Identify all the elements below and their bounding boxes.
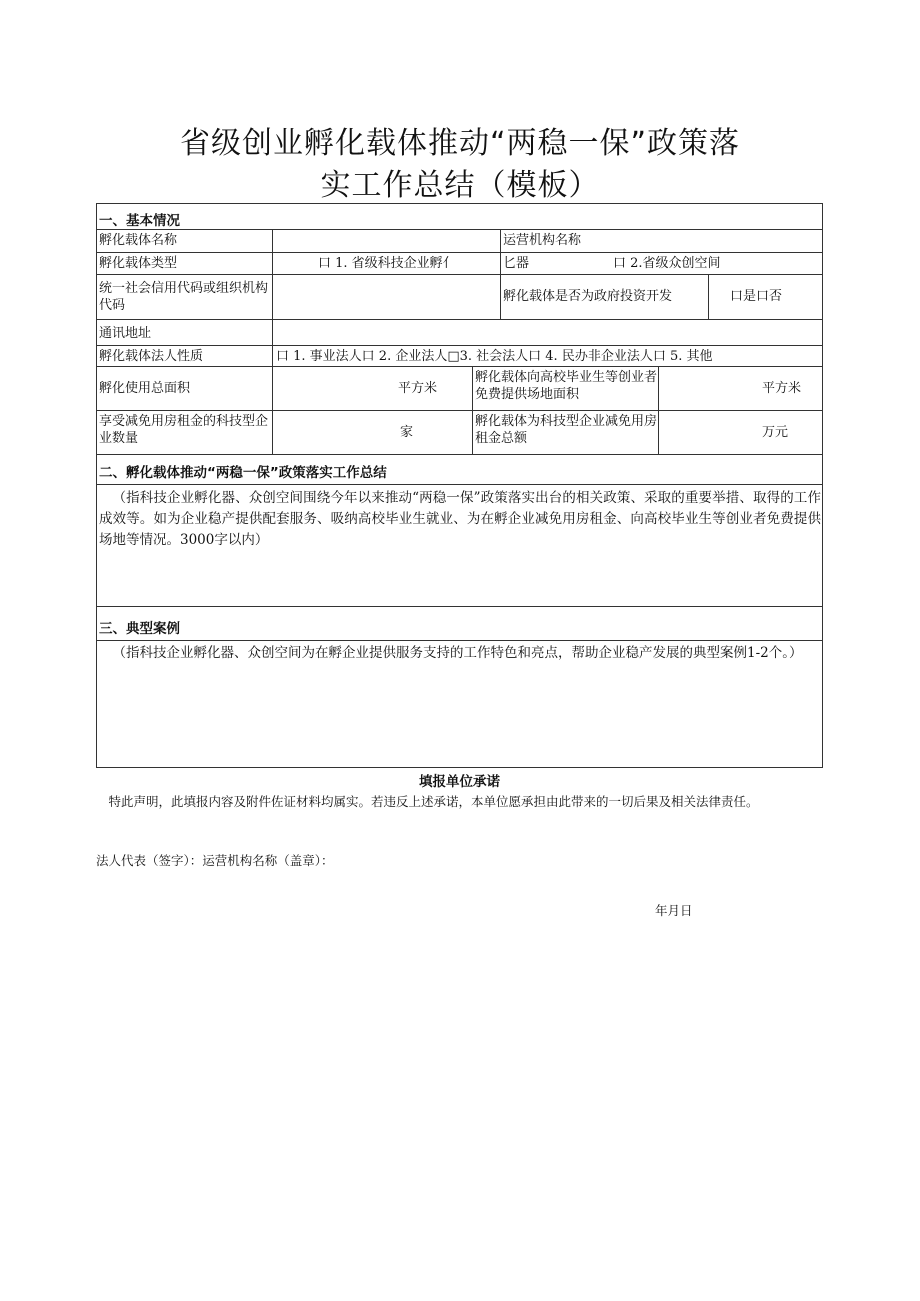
section3-heading: 三、典型案例 <box>99 621 180 637</box>
carrier-type-option-2[interactable]: 口 2.省级众创空间 <box>613 256 721 271</box>
area-unit: 平方米 <box>398 381 438 396</box>
row-divider <box>96 229 823 230</box>
col-divider <box>658 366 659 454</box>
free-area-unit: 平方米 <box>762 381 802 396</box>
gov-invest-options[interactable]: 口是口否 <box>730 289 783 304</box>
carrier-type-option-1-cont: 匕器 <box>503 256 530 271</box>
section2-heading: 二、孵化载体推动“两稳一保”政策落实工作总结 <box>99 465 387 481</box>
rent-total-label: 孵化载体为科技型企业减免用房租金总额 <box>475 414 657 446</box>
row-divider <box>96 484 823 485</box>
page-title-line1: 省级创业孵化载体推动“两稳一保”政策落 <box>179 126 741 161</box>
row-divider <box>96 252 823 253</box>
area-label: 孵化使用总面积 <box>99 381 191 396</box>
rent-enterprises-label: 享受减免用房租金的科技型企业数量 <box>99 414 269 446</box>
section1-heading: 一、基本情况 <box>99 213 180 229</box>
carrier-type-option-1[interactable]: 口 1. 省级科技企业孵亻 <box>318 256 456 271</box>
operator-name-label: 运营机构名称 <box>503 233 582 248</box>
gov-invest-label: 孵化载体是否为政府投资开发 <box>503 289 673 304</box>
carrier-name-label: 孵化载体名称 <box>99 233 178 248</box>
commitment-heading: 填报单位承诺 <box>419 774 500 790</box>
signature-line: 法人代表（签字）：运营机构名称（盖章）： <box>96 853 334 868</box>
legal-nature-label: 孵化载体法人性质 <box>99 349 204 364</box>
row-divider <box>96 319 823 320</box>
row-divider <box>96 454 823 455</box>
legal-nature-options[interactable]: 口 1. 事业法人口 2. 企业法人□3. 社会法人口 4. 民办非企业法人口 5. 其他 <box>276 349 713 364</box>
section2-body[interactable]: （指科技企业孵化器、众创空间围绕今年以来推动“两稳一保”政策落实出台的相关政策、采取的重要举措、取得的工作成效等。如为企业稳产提供配套服务、吸纳高校毕业生就业、为在孵企业减免用房租金、向高校毕业生等创业者免费提供场地等情况。3000字以内） <box>99 490 821 548</box>
rent-enterprises-unit: 家 <box>400 425 414 440</box>
credit-code-label: 统一社会信用代码或组织机构代码 <box>99 281 269 313</box>
row-divider <box>96 274 823 275</box>
commitment-statement: 特此声明，此填报内容及附件佐证材料均属实。若违反上述承诺，本单位愿承担由此带来的一切后果及相关法律责任。 <box>108 794 759 809</box>
date-line: 年月日 <box>655 903 693 918</box>
col-divider <box>500 274 501 319</box>
rent-total-unit: 万元 <box>762 425 789 440</box>
col-divider <box>272 229 273 454</box>
col-divider <box>708 274 709 319</box>
col-divider <box>472 366 473 454</box>
row-divider <box>96 606 823 607</box>
page-title-line2: 实工作总结（模板） <box>320 168 600 203</box>
row-divider <box>96 345 823 346</box>
row-divider <box>96 366 823 367</box>
section3-body[interactable]: （指科技企业孵化器、众创空间为在孵企业提供服务支持的工作特色和亮点，帮助企业稳产发展的典型案例1-2个。） <box>112 645 803 661</box>
address-label: 通讯地址 <box>99 326 152 341</box>
carrier-type-label: 孵化载体类型 <box>99 256 178 271</box>
free-area-label: 孵化载体向高校毕业生等创业者免费提供场地面积 <box>475 370 657 402</box>
col-divider <box>500 229 501 274</box>
row-divider <box>96 640 823 641</box>
row-divider <box>96 410 823 411</box>
